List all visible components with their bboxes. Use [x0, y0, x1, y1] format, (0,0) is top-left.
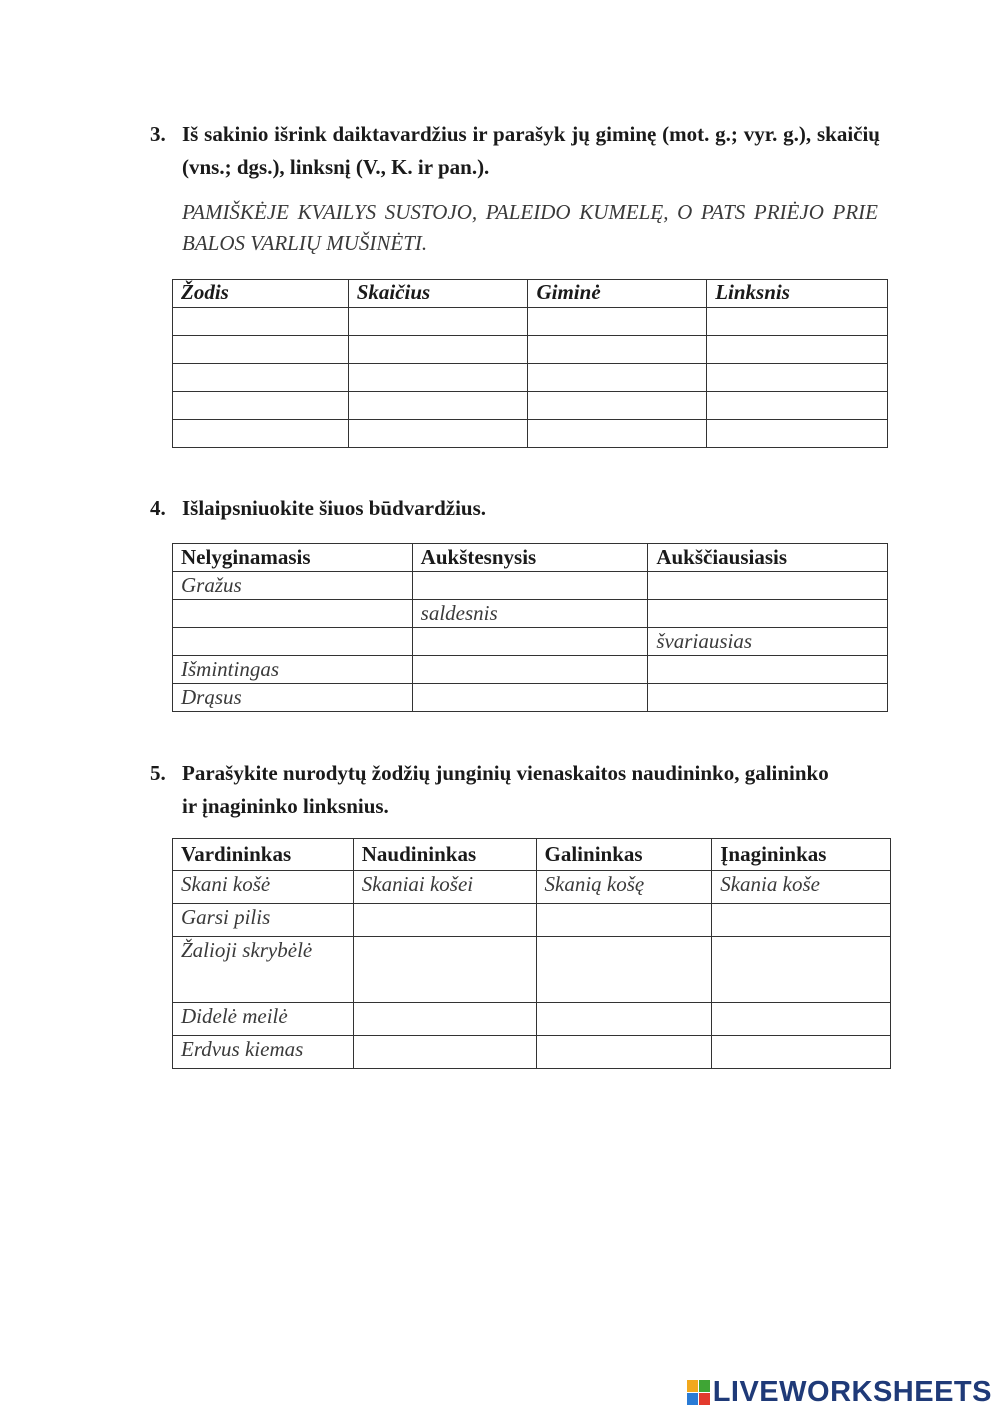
- logo-square: [699, 1380, 710, 1392]
- answer-cell[interactable]: [528, 420, 707, 448]
- answer-cell[interactable]: [707, 420, 888, 448]
- answer-cell[interactable]: [707, 392, 888, 420]
- task-3-instruction: Iš sakinio išrink daiktavardžius ir parašyk jų giminę (mot. g.; vyr. g.), skaičių (vns.; dgs.), linksnį (V., K. ir pan.).: [182, 122, 880, 179]
- task-5-instruction: Parašykite nurodytų žodžių junginių vienaskaitos naudininko, galininko ir įnagininko linksnius.: [182, 761, 829, 818]
- answer-cell[interactable]: [648, 572, 888, 600]
- task-3-number: 3.: [150, 122, 166, 146]
- task-3: [150, 118, 880, 184]
- answer-cell[interactable]: [353, 1003, 536, 1036]
- answer-cell[interactable]: [353, 1036, 536, 1069]
- column-header: Linksnis: [707, 280, 888, 308]
- answer-cell[interactable]: [173, 628, 413, 656]
- table-row: [173, 684, 888, 712]
- answer-cell[interactable]: [536, 937, 712, 1003]
- answer-cell[interactable]: [412, 656, 648, 684]
- answer-cell[interactable]: [348, 364, 528, 392]
- answer-cell[interactable]: [648, 600, 888, 628]
- answer-cell[interactable]: [348, 308, 528, 336]
- table-cell: Skanią košę: [536, 871, 712, 904]
- table-cell: Gražus: [173, 572, 413, 600]
- answer-cell[interactable]: [348, 420, 528, 448]
- answer-cell[interactable]: [173, 336, 349, 364]
- table-row: [173, 392, 888, 420]
- table-cell: Skania koše: [712, 871, 891, 904]
- task-3-table: [172, 279, 888, 448]
- answer-cell[interactable]: [536, 1036, 712, 1069]
- answer-cell[interactable]: [173, 392, 349, 420]
- answer-cell[interactable]: [712, 1003, 891, 1036]
- column-header: Skaičius: [348, 280, 528, 308]
- task-3-sentence: PAMIŠKĖJE KVAILYS SUSTOJO, PALEIDO KUMELĘ, O PATS PRIĖJO PRIE BALOS VARLIŲ MUŠINĖTI.: [182, 200, 878, 255]
- table-row: [173, 600, 888, 628]
- task-4: [150, 492, 880, 525]
- task-4-table: [172, 543, 888, 712]
- answer-cell[interactable]: [173, 364, 349, 392]
- logo-squares-icon: [687, 1380, 710, 1405]
- table-header-row: [173, 544, 888, 572]
- answer-cell[interactable]: [353, 937, 536, 1003]
- answer-cell[interactable]: [648, 684, 888, 712]
- answer-cell[interactable]: [712, 937, 891, 1003]
- answer-cell[interactable]: [712, 904, 891, 937]
- task-5-number: 5.: [150, 761, 166, 785]
- answer-cell[interactable]: [648, 656, 888, 684]
- column-header: Vardininkas: [173, 839, 354, 871]
- table-header-row: [173, 280, 888, 308]
- answer-cell[interactable]: [536, 1003, 712, 1036]
- column-header: Nelyginamasis: [173, 544, 413, 572]
- column-header: Žodis: [173, 280, 349, 308]
- table-row: [173, 871, 891, 904]
- answer-cell[interactable]: [173, 420, 349, 448]
- table-cell: Žalioji skrybėlė: [173, 937, 354, 1003]
- liveworksheets-logo[interactable]: [687, 1376, 992, 1409]
- answer-cell[interactable]: [707, 364, 888, 392]
- task-4-number: 4.: [150, 496, 166, 520]
- table-row: [173, 308, 888, 336]
- table-row: [173, 420, 888, 448]
- answer-cell[interactable]: [528, 392, 707, 420]
- logo-square: [699, 1393, 710, 1405]
- table-row: [173, 336, 888, 364]
- table-cell: Išmintingas: [173, 656, 413, 684]
- table-header-row: [173, 839, 891, 871]
- answer-cell[interactable]: [173, 600, 413, 628]
- column-header: Naudininkas: [353, 839, 536, 871]
- table-row: [173, 572, 888, 600]
- answer-cell[interactable]: [353, 904, 536, 937]
- answer-cell[interactable]: [173, 308, 349, 336]
- column-header: Aukščiausiasis: [648, 544, 888, 572]
- column-header: Giminė: [528, 280, 707, 308]
- table-row: [173, 904, 891, 937]
- answer-cell[interactable]: [707, 308, 888, 336]
- answer-cell[interactable]: [528, 336, 707, 364]
- table-row: [173, 1036, 891, 1069]
- table-cell: švariausias: [648, 628, 888, 656]
- column-header: Galininkas: [536, 839, 712, 871]
- logo-text: LIVEWORKSHEETS: [712, 1376, 992, 1408]
- answer-cell[interactable]: [348, 336, 528, 364]
- table-cell: Garsi pilis: [173, 904, 354, 937]
- column-header: Aukštesnysis: [412, 544, 648, 572]
- task-5-table: [172, 838, 891, 1069]
- logo-square: [687, 1393, 698, 1405]
- table-cell: Skani košė: [173, 871, 354, 904]
- answer-cell[interactable]: [528, 308, 707, 336]
- answer-cell[interactable]: [707, 336, 888, 364]
- table-row: [173, 628, 888, 656]
- table-row: [173, 364, 888, 392]
- answer-cell[interactable]: [348, 392, 528, 420]
- table-cell: Didelė meilė: [173, 1003, 354, 1036]
- task-4-instruction: Išlaipsniuokite šiuos būdvardžius.: [182, 496, 487, 520]
- answer-cell[interactable]: [536, 904, 712, 937]
- table-cell: Erdvus kiemas: [173, 1036, 354, 1069]
- table-cell: saldesnis: [412, 600, 648, 628]
- answer-cell[interactable]: [412, 684, 648, 712]
- table-row: [173, 937, 891, 1003]
- column-header: Įnagininkas: [712, 839, 891, 871]
- logo-square: [687, 1380, 698, 1392]
- answer-cell[interactable]: [712, 1036, 891, 1069]
- answer-cell[interactable]: [412, 628, 648, 656]
- table-row: [173, 656, 888, 684]
- answer-cell[interactable]: [528, 364, 707, 392]
- table-row: [173, 1003, 891, 1036]
- task-5: [150, 757, 830, 823]
- table-cell: Drąsus: [173, 684, 413, 712]
- table-cell: Skaniai košei: [353, 871, 536, 904]
- answer-cell[interactable]: [412, 572, 648, 600]
